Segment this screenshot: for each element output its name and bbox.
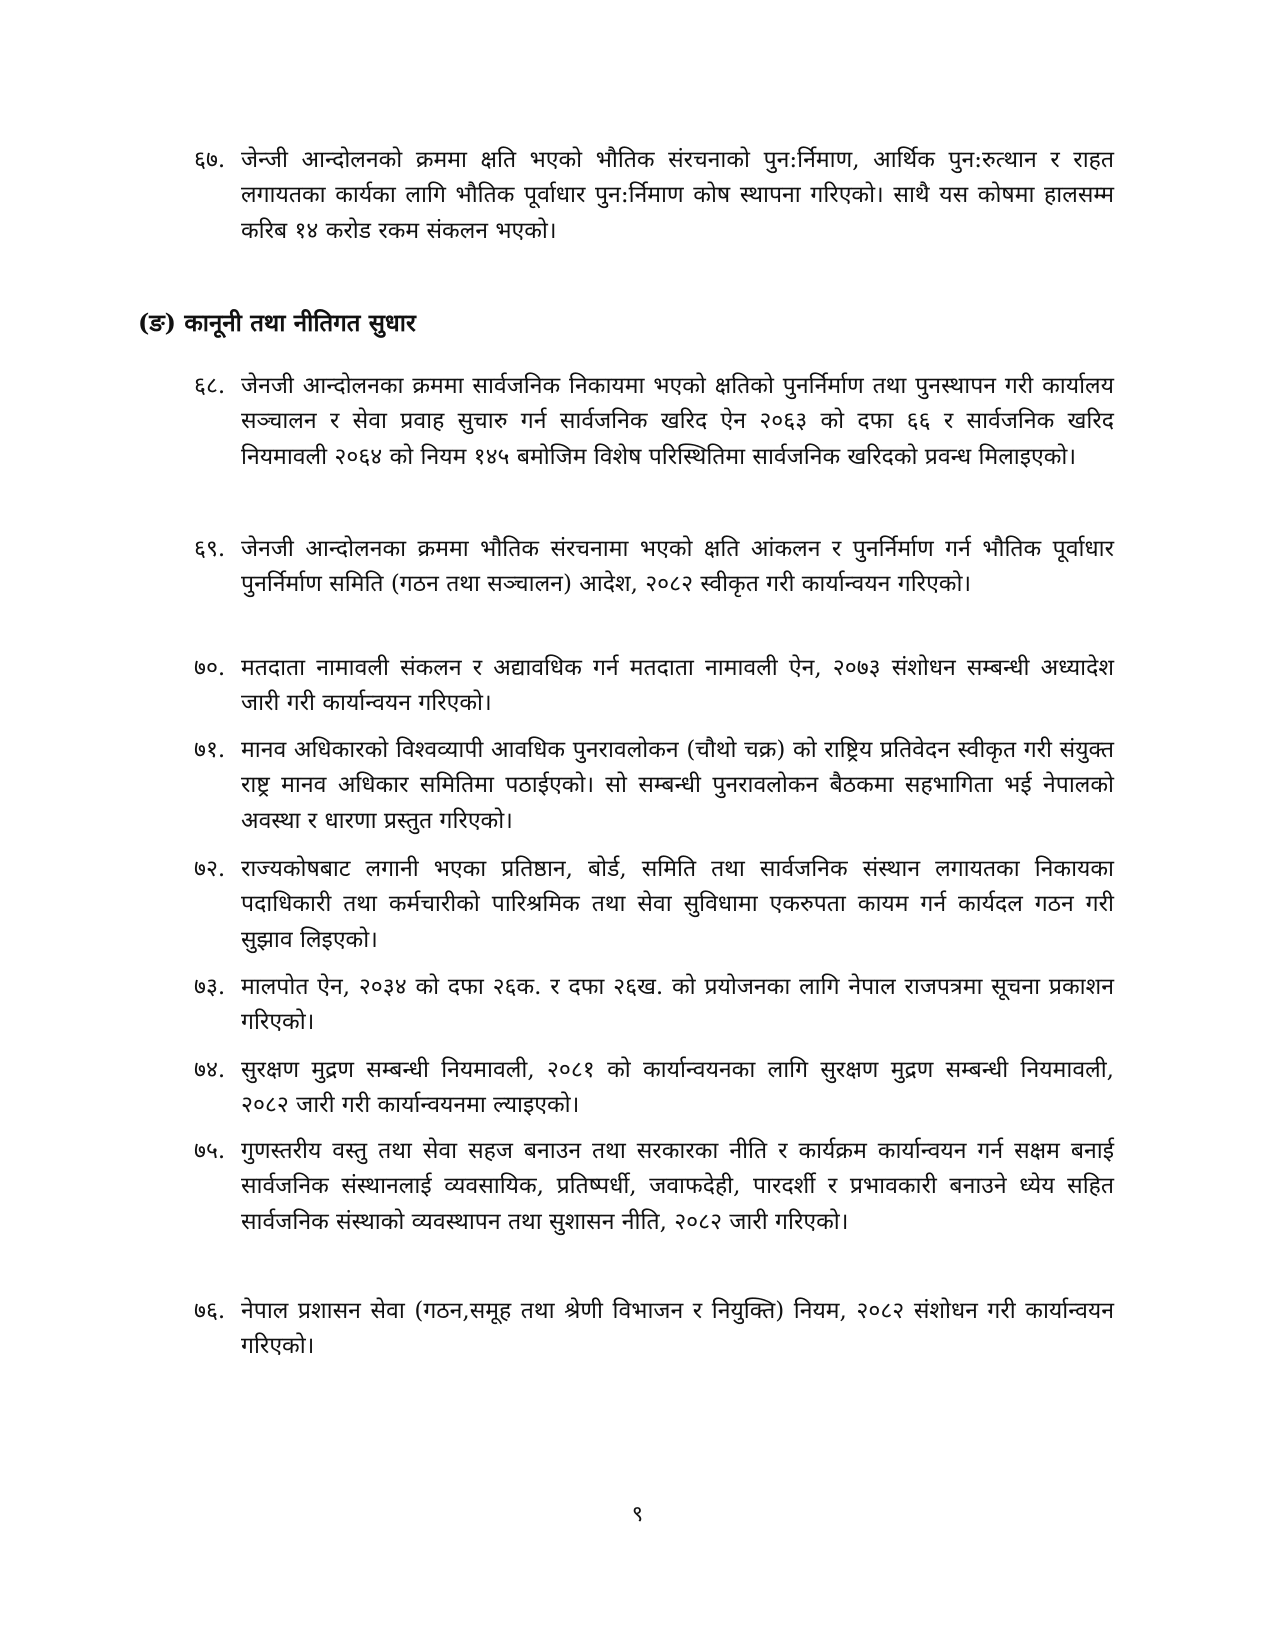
item-number: ७५. — [194, 1138, 226, 1164]
item-text: राज्यकोषबाट लगानी भएका प्रतिष्ठान, बोर्ड, समिति तथा सार्वजनिक संस्थान लगायतका निकायका पदाधिकारी तथा कर्मचारीको पारिश्रमिक तथा सेवा सुविधामा एकरुपता कायम गर्न कार्यदल गठन गरी सुझाव लिइएको। — [241, 856, 1114, 953]
item-text: गुणस्तरीय वस्तु तथा सेवा सहज बनाउन तथा सरकारका नीति र कार्यक्रम कार्यान्वयन गर्न सक्षम बनाई सार्वजनिक संस्थानलाई व्यवसायिक, प्रतिष्पर्धी, जवाफदेही, पारदर्शी र प्रभावकारी बनाउने ध्येय सहित सार्वजनिक संस्थाको व्यवस्थापन तथा सुशासन नीति, २०८२ जारी गरिएको। — [241, 1138, 1114, 1235]
item-number: ७४. — [194, 1057, 226, 1083]
item-number: ७६. — [194, 1298, 226, 1324]
item-text: नेपाल प्रशासन सेवा (गठन,समूह तथा श्रेणी विभाजन र नियुक्ति) नियम, २०८२ संशोधन गरी कार्यान्वयन गरिएको। — [241, 1298, 1114, 1360]
list-item — [194, 1134, 1114, 1240]
item-number: ६८. — [194, 373, 226, 399]
item-number: ६७. — [194, 147, 226, 173]
list-item — [194, 970, 1114, 1041]
item-text: मालपोत ऐन, २०३४ को दफा २६क. र दफा २६ख. को प्रयोजनका लागि नेपाल राजपत्रमा सूचना प्रकाशन गरिएको। — [241, 974, 1114, 1036]
list-item — [194, 852, 1114, 958]
item-text: मानव अधिकारको विश्वव्यापी आवधिक पुनरावलोकन (चौथो चक्र) को राष्ट्रिय प्रतिवेदन स्वीकृत गरी संयुक्त राष्ट्र मानव अधिकार समितिमा पठाईएको। सो सम्बन्धी पुनरावलोकन बैठकमा सहभागिता भई नेपालको अवस्था र धारणा प्रस्तुत गरिएको। — [241, 737, 1114, 834]
item-number: ७३. — [194, 974, 226, 1000]
list-item — [194, 1053, 1114, 1124]
item-text: जेनजी आन्दोलनका क्रममा सार्वजनिक निकायमा भएको क्षतिको पुनर्निर्माण तथा पुनस्थापन गरी कार्यालय सञ्चालन र सेवा प्रवाह सुचारु गर्न सार्वजनिक खरिद ऐन २०६३ को दफा ६६ र सार्वजनिक खरिद नियमावली २०६४ को नियम १४५ बमोजिम विशेष परिस्थितिमा सार्वजनिक खरिदको प्रवन्ध मिलाइएको। — [241, 373, 1114, 470]
item-number: ६९. — [194, 536, 226, 562]
list-item — [194, 369, 1114, 475]
item-text: सुरक्षण मुद्रण सम्बन्धी नियमावली, २०८१ को कार्यान्वयनका लागि सुरक्षण मुद्रण सम्बन्धी नियमावली, २०८२ जारी गरी कार्यान्वयनमा ल्याइएको। — [241, 1057, 1114, 1119]
item-number: ७२. — [194, 856, 226, 882]
page-number: ९ — [631, 1502, 644, 1527]
list-item — [194, 651, 1114, 722]
item-text: मतदाता नामावली संकलन र अद्यावधिक गर्न मतदाता नामावली ऐन, २०७३ संशोधन सम्बन्धी अध्यादेश जारी गरी कार्यान्वयन गरिएको। — [241, 655, 1114, 717]
item-text: जेनजी आन्दोलनका क्रममा भौतिक संरचनामा भएको क्षति आंकलन र पुनर्निर्माण गर्न भौतिक पूर्वाधार पुनर्निर्माण समिति (गठन तथा सञ्चालन) आदेश, २०८२ स्वीकृत गरी कार्यान्वयन गरिएको। — [241, 536, 1114, 598]
item-text: जेन्जी आन्दोलनको क्रममा क्षति भएको भौतिक संरचनाको पुन:र्निमाण, आर्थिक पुन:रुत्थान र राहत लगायतका कार्यका लागि भौतिक पूर्वाधार पुन:र्निमाण कोष स्थापना गरिएको। साथै यस कोषमा हालसम्म करिब १४ करोड रकम संकलन भएको। — [241, 147, 1114, 244]
section-heading: (ङ) कानूनी तथा नीतिगत सुधार — [138, 308, 416, 337]
item-number: ७०. — [194, 655, 226, 681]
item-number: ७१. — [194, 737, 226, 763]
list-item — [194, 143, 1114, 249]
list-item — [194, 1294, 1114, 1365]
list-item — [194, 733, 1114, 839]
list-item — [194, 532, 1114, 603]
